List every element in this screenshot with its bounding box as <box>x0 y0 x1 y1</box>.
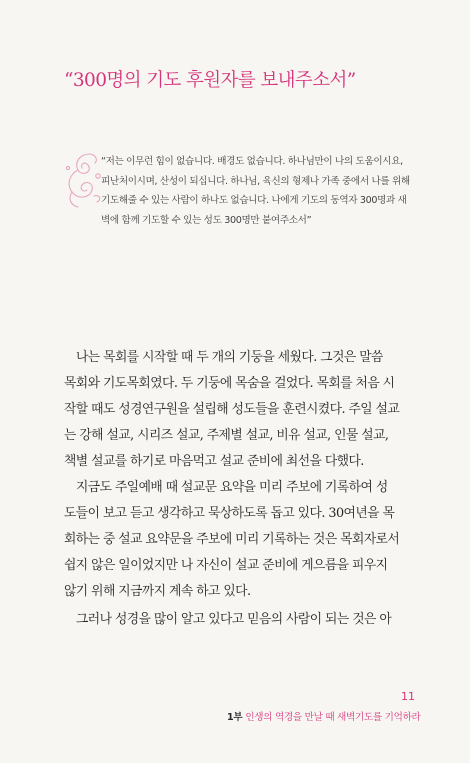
body-line: 쉽지 않은 일이었지만 나 자신이 설교 준비에 게으름을 피우지 <box>64 558 388 573</box>
quote-line: 기도해줄 수 있는 사람이 하나도 없습니다. 나에게 기도의 동역자 300명과 새 <box>101 195 407 207</box>
quote-line: 피난처이시며, 산성이 되십니다. 하나님, 육신의 형제나 가족 중에서 나를 위해 <box>101 175 410 187</box>
body-line: 회하는 중 설교 요약문을 주보에 미리 기록하는 것은 목회자로서 <box>64 532 400 547</box>
body-line: 나는 목회를 시작할 때 두 개의 기둥을 세웠다. 그것은 말씀 <box>76 350 383 365</box>
quote-line: 벽에 함께 기도할 수 있는 성도 300명만 붙여주소서” <box>101 214 312 226</box>
body-line: 않기 위해 지금까지 계속 하고 있다. <box>64 584 251 599</box>
body-line: 는 강해 설교, 시리즈 설교, 주제별 설교, 비유 설교, 인물 설교, <box>64 428 389 443</box>
quote-line: “저는 이무런 힘이 없습니다. 배경도 없습니다. 하나님만이 나의 도움이시요, <box>101 156 403 167</box>
running-footer <box>227 709 421 723</box>
body-line: 목회와 기도목회였다. 두 기둥에 목숨을 걸었다. 목회를 처음 시 <box>64 376 395 391</box>
body-line: 도들이 보고 듣고 생각하고 묵상하도록 돕고 있다. 30여년을 목 <box>64 506 395 521</box>
floral-swirl-icon <box>60 150 106 210</box>
body-line: 그러나 성경을 많이 알고 있다고 믿음의 사람이 되는 것은 아 <box>76 612 392 627</box>
body-line: 작할 때도 성경연구원을 설립해 성도들을 훈련시켰다. 주일 설교 <box>64 402 400 417</box>
body-text <box>64 345 444 633</box>
prayer-quote <box>101 152 436 230</box>
part-label: 1부 <box>227 712 243 723</box>
page-title: “300명의 기도 후원자를 보내주소서” <box>64 70 356 91</box>
running-title: 인생의 역경을 만날 때 새벽기도를 기억하라 <box>245 712 421 723</box>
body-line: 책별 설교를 하기로 마음먹고 설교 준비에 최선을 다했다. <box>64 454 364 469</box>
page-number: 11 <box>401 690 415 703</box>
body-line: 지금도 주일예배 때 설교문 요약을 미리 주보에 기록하여 성 <box>76 480 388 495</box>
